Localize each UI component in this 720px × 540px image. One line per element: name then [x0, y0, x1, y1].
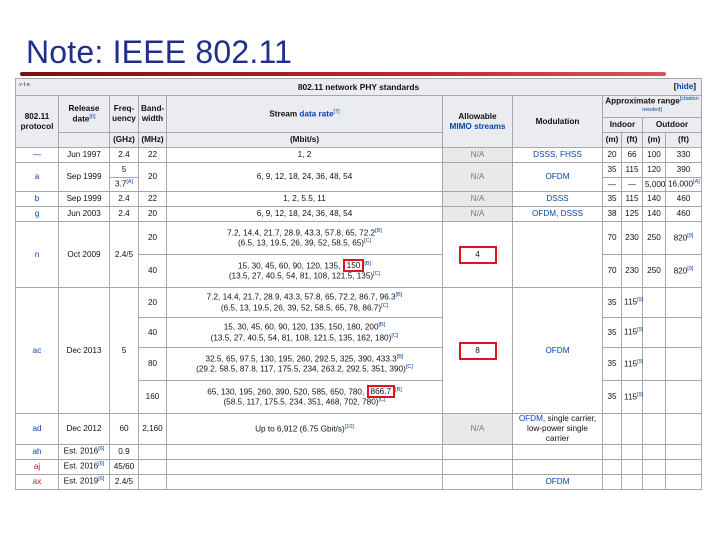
table-row-legacy — [16, 148, 702, 163]
indoor-m-cell: 38 — [603, 207, 622, 222]
bandwidth-cell: 22 — [139, 148, 167, 163]
rate-cell: 6, 9, 12, 18, 24, 36, 48, 54 — [167, 207, 443, 222]
indoor-ft-cell — [622, 444, 643, 459]
mimo-highlight: 4 — [459, 246, 497, 264]
rate-cell: 7.2, 14.4, 21.7, 28.9, 43.3, 57.8, 65, 72.2, 86.7, 96.3[B] (6.5, 13, 19.5, 26, 39, 52, 58.5, 65, 78, 86.7)[C] — [167, 288, 443, 318]
bandwidth-cell — [139, 444, 167, 459]
rate-cell — [167, 459, 443, 474]
indoor-ft-cell — [622, 414, 643, 445]
header-outdoor: Outdoor — [643, 118, 702, 133]
header-mimo: Allowable MIMO streams — [443, 96, 513, 148]
header-outdoor-ft: (ft) — [666, 133, 702, 148]
rate-cell: 1, 2, 5.5, 11 — [167, 192, 443, 207]
indoor-ft-cell: 230 — [622, 255, 643, 288]
header-ghz: (GHz) — [110, 133, 139, 148]
indoor-ft-cell — [622, 474, 643, 489]
outdoor-m-cell — [643, 459, 666, 474]
bandwidth-cell: 40 — [139, 255, 167, 288]
modulation-cell — [513, 444, 603, 459]
table-row-ad — [16, 414, 702, 445]
mimo-cell: N/A — [443, 163, 513, 192]
release-cell: Sep 1999 — [59, 163, 110, 192]
bandwidth-cell: 20 — [139, 288, 167, 318]
outdoor-m-cell — [643, 318, 666, 348]
header-indoor-ft: (ft) — [622, 133, 643, 148]
modulation-cell[interactable]: OFDM — [513, 288, 603, 414]
header-stream-data-rate: Stream data rate[7] — [167, 96, 443, 133]
indoor-m-cell: — — [603, 178, 622, 192]
bandwidth-cell: 20 — [139, 163, 167, 192]
indoor-ft-cell: 115[9] — [622, 288, 643, 318]
title-underline — [20, 72, 666, 76]
table-row-ah — [16, 444, 702, 459]
protocol-cell[interactable]: g — [16, 207, 59, 222]
outdoor-m-cell: 140 — [643, 207, 666, 222]
modulation-cell — [513, 222, 603, 288]
release-cell: Sep 1999 — [59, 192, 110, 207]
indoor-ft-cell: 115 — [622, 163, 643, 178]
rate-cell: 1, 2 — [167, 148, 443, 163]
rate-cell: 32.5, 65, 97.5, 130, 195, 260, 292.5, 325, 390, 433.3[B] (29.2, 58.5, 87.8, 117, 175.5, 234, 263.2, 292.5, 351, 390)[C] — [167, 348, 443, 381]
indoor-ft-cell: 115[9] — [622, 318, 643, 348]
release-cell: Est. 2016[6] — [59, 459, 110, 474]
protocol-cell[interactable]: b — [16, 192, 59, 207]
header-modulation: Modulation — [513, 96, 603, 148]
table-row-a — [16, 163, 702, 178]
header-mhz: (MHz) — [139, 133, 167, 148]
outdoor-ft-cell: 330 — [666, 148, 702, 163]
modulation-cell[interactable]: DSSS, FHSS — [513, 148, 603, 163]
indoor-ft-cell: 66 — [622, 148, 643, 163]
release-cell: Jun 1997 — [59, 148, 110, 163]
modulation-cell[interactable]: OFDM — [513, 474, 603, 489]
outdoor-m-cell: 140 — [643, 192, 666, 207]
rate-cell: 65, 130, 195, 260, 390, 520, 585, 650, 780, 866.7 [B] (58.5, 117, 175.5, 234, 351, 468, 702, 780)[C] — [167, 381, 443, 414]
outdoor-m-cell: 250 — [643, 255, 666, 288]
freq-cell: 2.4 — [110, 207, 139, 222]
indoor-ft-cell: 125 — [622, 207, 643, 222]
release-cell: Dec 2013 — [59, 288, 110, 414]
bandwidth-cell: 22 — [139, 192, 167, 207]
outdoor-ft-cell: 16,000[A] — [666, 178, 702, 192]
mimo-cell — [443, 474, 513, 489]
indoor-m-cell: 35 — [603, 381, 622, 414]
bandwidth-cell: 20 — [139, 222, 167, 255]
protocol-cell[interactable]: a — [16, 163, 59, 192]
modulation-cell[interactable]: DSSS — [513, 192, 603, 207]
outdoor-m-cell — [643, 474, 666, 489]
bandwidth-cell — [139, 474, 167, 489]
protocol-cell[interactable]: — — [16, 148, 59, 163]
indoor-m-cell: 70 — [603, 255, 622, 288]
outdoor-ft-cell: 460 — [666, 192, 702, 207]
header-range: Approximate range[citation needed] — [603, 96, 702, 118]
ofdm-link[interactable]: OFDM — [518, 414, 543, 424]
rate-cell: 15, 30, 45, 60, 90, 120, 135, 150 [B] (13.5, 27, 40.5, 54, 81, 108, 121.5, 135)[C] — [167, 255, 443, 288]
indoor-m-cell: 35 — [603, 163, 622, 178]
mimo-cell: N/A — [443, 414, 513, 445]
caption-text: 802.11 network PHY standards — [297, 81, 420, 92]
freq-cell: 5 — [110, 288, 139, 414]
freq-cell: 60 — [110, 414, 139, 445]
freq-cell: 2.4 — [110, 148, 139, 163]
outdoor-m-cell — [643, 348, 666, 381]
mimo-cell — [443, 444, 513, 459]
indoor-m-cell: 35 — [603, 318, 622, 348]
bandwidth-cell: 40 — [139, 318, 167, 348]
bandwidth-cell: 160 — [139, 381, 167, 414]
freq-cell: 2.4/5 — [110, 474, 139, 489]
header-outdoor-m: (m) — [643, 133, 666, 148]
modulation-cell: OFDM, single carrier, low-power single carrier — [513, 414, 603, 445]
table-row-g — [16, 207, 702, 222]
modulation-cell — [513, 459, 603, 474]
outdoor-ft-cell — [666, 381, 702, 414]
outdoor-ft-cell — [666, 474, 702, 489]
outdoor-ft-cell: 390 — [666, 163, 702, 178]
protocol-cell[interactable]: ad — [16, 414, 59, 445]
bandwidth-cell: 2,160 — [139, 414, 167, 445]
protocol-cell[interactable]: n — [16, 222, 59, 288]
phy-standards-table — [15, 78, 702, 490]
bandwidth-cell — [139, 459, 167, 474]
outdoor-m-cell: 250 — [643, 222, 666, 255]
indoor-ft-cell: 115 — [622, 192, 643, 207]
release-cell: Est. 2019[6] — [59, 474, 110, 489]
release-cell: Oct 2009 — [59, 222, 110, 288]
indoor-m-cell: 70 — [603, 222, 622, 255]
phy-standards-table-container — [15, 78, 703, 534]
mimo-cell: N/A — [443, 192, 513, 207]
freq-cell: 45/60 — [110, 459, 139, 474]
mimo-cell: N/A — [443, 148, 513, 163]
bandwidth-cell: 20 — [139, 207, 167, 222]
freq-cell: 2.4/5 — [110, 222, 139, 288]
mimo-link[interactable]: MIMO streams — [449, 121, 506, 131]
slide-title: Note: IEEE 802.11 — [26, 34, 293, 70]
header-release: Release date[6] — [59, 96, 110, 133]
outdoor-ft-cell: 460 — [666, 207, 702, 222]
mimo-cell — [443, 222, 513, 288]
outdoor-ft-cell: 820[9] — [666, 255, 702, 288]
modulation-cell[interactable]: OFDM — [513, 163, 603, 192]
header-indoor-m: (m) — [603, 133, 622, 148]
indoor-m-cell: 35 — [603, 288, 622, 318]
rate-highlight-866: 866.7 — [367, 385, 396, 398]
table-row-ax — [16, 474, 702, 489]
outdoor-m-cell — [643, 288, 666, 318]
rate-highlight-150: 150 — [343, 259, 365, 272]
indoor-m-cell — [603, 444, 622, 459]
data-rate-link[interactable]: data rate — [299, 109, 334, 119]
release-cell: Est. 2016[6] — [59, 444, 110, 459]
protocol-cell[interactable]: aj — [16, 459, 59, 474]
hide-toggle[interactable]: [hide] — [673, 82, 697, 91]
table-row-ac-20 — [16, 288, 702, 318]
outdoor-m-cell: 5,000 — [643, 178, 666, 192]
table-row-aj — [16, 459, 702, 474]
indoor-ft-cell — [622, 459, 643, 474]
indoor-m-cell: 35 — [603, 348, 622, 381]
protocol-cell[interactable]: ah — [16, 444, 59, 459]
freq-cell: 2.4 — [110, 192, 139, 207]
bandwidth-cell: 80 — [139, 348, 167, 381]
outdoor-ft-cell — [666, 288, 702, 318]
release-cell: Dec 2012 — [59, 414, 110, 445]
header-frequency: Freq- uency — [110, 96, 139, 133]
vte-links[interactable]: v·t·e — [19, 82, 30, 88]
modulation-cell[interactable]: OFDM, DSSS — [513, 207, 603, 222]
outdoor-m-cell: 100 — [643, 148, 666, 163]
freq-cell: 5 — [110, 163, 139, 178]
header-bandwidth: Band- width — [139, 96, 167, 133]
indoor-m-cell: 20 — [603, 148, 622, 163]
release-cell: Jun 2003 — [59, 207, 110, 222]
outdoor-ft-cell — [666, 348, 702, 381]
indoor-ft-cell: 230 — [622, 222, 643, 255]
rate-cell: 6, 9, 12, 18, 24, 36, 48, 54 — [167, 163, 443, 192]
outdoor-ft-cell — [666, 318, 702, 348]
outdoor-ft-cell — [666, 414, 702, 445]
mimo-cell — [443, 288, 513, 414]
indoor-ft-cell: — — [622, 178, 643, 192]
mimo-highlight: 8 — [459, 342, 497, 360]
indoor-m-cell — [603, 474, 622, 489]
freq-cell: 3.7[A] — [110, 178, 139, 192]
indoor-m-cell — [603, 414, 622, 445]
header-protocol: 802.11 protocol — [16, 96, 59, 148]
table-row-n-20 — [16, 222, 702, 255]
indoor-ft-cell: 115[9] — [622, 381, 643, 414]
mimo-cell: N/A — [443, 207, 513, 222]
outdoor-ft-cell: 820[9] — [666, 222, 702, 255]
indoor-m-cell — [603, 459, 622, 474]
outdoor-m-cell — [643, 444, 666, 459]
rate-cell: 15, 30, 45, 60, 90, 120, 135, 150, 180, 200[B] (13.5, 27, 40.5, 54, 81, 108, 121.5, 135, 162, 180)[C] — [167, 318, 443, 348]
indoor-ft-cell: 115[9] — [622, 348, 643, 381]
header-mbits: (Mbit/s) — [167, 133, 443, 148]
header-indoor: Indoor — [603, 118, 643, 133]
outdoor-m-cell — [643, 381, 666, 414]
table-row-b — [16, 192, 702, 207]
rate-cell: 7.2, 14.4, 21.7, 28.9, 43.3, 57.8, 65, 72.2[B] (6.5, 13, 19.5, 26, 39, 52, 58.5, 65)[C] — [167, 222, 443, 255]
outdoor-m-cell: 120 — [643, 163, 666, 178]
protocol-cell[interactable]: ax — [16, 474, 59, 489]
outdoor-m-cell — [643, 414, 666, 445]
rate-cell: Up to 6,912 (6.75 Gbit/s)[10] — [167, 414, 443, 445]
mimo-cell — [443, 459, 513, 474]
outdoor-ft-cell — [666, 459, 702, 474]
outdoor-ft-cell — [666, 444, 702, 459]
rate-cell — [167, 444, 443, 459]
rate-cell — [167, 474, 443, 489]
indoor-m-cell: 35 — [603, 192, 622, 207]
header-release-unit — [59, 133, 110, 148]
table-caption — [16, 79, 702, 96]
freq-cell: 0.9 — [110, 444, 139, 459]
protocol-cell[interactable]: ac — [16, 288, 59, 414]
